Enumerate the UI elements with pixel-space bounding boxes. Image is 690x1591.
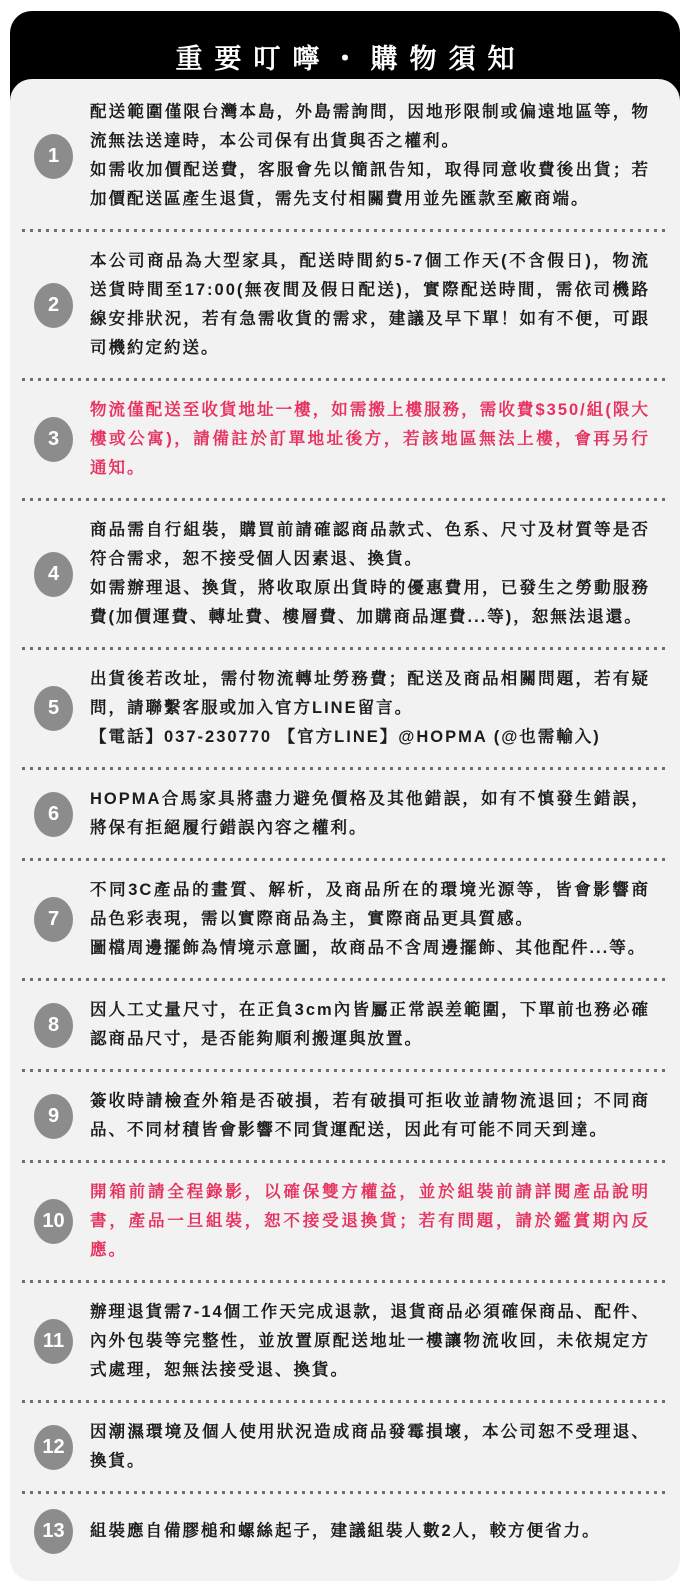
dotted-separator [22, 858, 668, 861]
item-number-badge: 5 [34, 686, 73, 731]
notice-item-5 [10, 652, 680, 765]
item-paragraph: 辦理退貨需7-14個工作天完成退款，退貨商品必須確保商品、配件、內外包裝等完整性，並放置原配送地址一樓讓物流收回，未依規定方式處理，恕無法接受退、換貨。 [90, 1303, 650, 1379]
item-number-badge: 9 [34, 1094, 73, 1139]
item-paragraph: 簽收時請檢查外箱是否破損，若有破損可拒收並請物流退回；不同商品、不同材積皆會影響不同貨運配送，因此有可能不同天到達。 [90, 1092, 650, 1139]
dotted-separator [22, 1400, 668, 1403]
item-paragraph: 如需辦理退、換貨，將收取原出貨時的優惠費用，已發生之勞動服務費(加價運費、轉址費、樓層費、加購商品運費...等)，恕無法退還。 [90, 579, 650, 626]
item-paragraph: 物流僅配送至收貨地址一樓，如需搬上樓服務，需收費$350/組(限大樓或公寓)，請備註於訂單地址後方，若該地區無法上樓，會再另行通知。 [90, 401, 650, 477]
item-paragraph: 本公司商品為大型家具，配送時間約5-7個工作天(不含假日)，物流送貨時間至17:00(無夜間及假日配送)，實際配送時間，需依司機路線安排狀況，若有急需收貨的需求，建議及早下單！如有不便，可跟司機約定約送。 [90, 252, 650, 357]
item-text [90, 785, 650, 843]
item-number-badge: 1 [34, 134, 73, 179]
dotted-separator [22, 647, 668, 650]
item-number-badge: 3 [34, 417, 73, 462]
notice-item-12 [10, 1405, 680, 1489]
item-number-badge: 13 [34, 1509, 73, 1554]
notice-item-13 [10, 1496, 680, 1567]
item-number-badge: 7 [34, 897, 73, 942]
dotted-separator [22, 1280, 668, 1283]
dotted-separator [22, 767, 668, 770]
item-number-badge: 4 [34, 552, 73, 597]
notice-card [10, 79, 680, 1581]
item-text [90, 1418, 650, 1476]
dotted-separator [22, 498, 668, 501]
item-number-badge: 12 [34, 1425, 73, 1470]
notice-item-11 [10, 1285, 680, 1398]
dotted-separator [22, 1491, 668, 1494]
item-text [90, 1298, 650, 1385]
notice-list [10, 85, 680, 1567]
notice-item-2 [10, 234, 680, 376]
item-text [90, 1517, 650, 1546]
notice-item-7 [10, 863, 680, 976]
notice-item-6 [10, 772, 680, 856]
page-title: 重要叮嚀・購物須知 [175, 44, 527, 74]
item-number-badge: 10 [34, 1199, 73, 1244]
item-paragraph: 不同3C產品的畫質、解析，及商品所在的環境光源等，皆會影響商品色彩表現，需以實際商品為主，實際商品更具質感。 [90, 881, 650, 928]
item-text [90, 996, 650, 1054]
dotted-separator [22, 978, 668, 981]
notice-item-9 [10, 1074, 680, 1158]
item-text [90, 1087, 650, 1145]
item-paragraph: 組裝應自備膠槌和螺絲起子，建議組裝人數2人，較方便省力。 [90, 1522, 601, 1540]
item-text [90, 396, 650, 483]
dotted-separator [22, 1069, 668, 1072]
item-paragraph: 圖檔周邊擺飾為情境示意圖，故商品不含周邊擺飾、其他配件...等。 [90, 939, 647, 957]
item-text [90, 876, 650, 963]
notice-item-3 [10, 383, 680, 496]
notice-item-10 [10, 1165, 680, 1278]
item-paragraph: 出貨後若改址，需付物流轉址勞務費；配送及商品相關問題，若有疑問，請聯繫客服或加入官方LINE留言。 [90, 670, 650, 717]
item-paragraph: 商品需自行組裝，購買前請確認商品款式、色系、尺寸及材質等是否符合需求，恕不接受個人因素退、換貨。 [90, 521, 650, 568]
item-paragraph: 配送範圍僅限台灣本島，外島需詢問，因地形限制或偏遠地區等，物流無法送達時，本公司保有出貨與否之權利。 [90, 103, 650, 150]
item-number-badge: 6 [34, 792, 73, 837]
item-number-badge: 11 [34, 1319, 73, 1364]
dotted-separator [22, 378, 668, 381]
item-paragraph: HOPMA合馬家具將盡力避免價格及其他錯誤，如有不慎發生錯誤，將保有拒絕履行錯誤內容之權利。 [90, 790, 650, 837]
notice-item-8 [10, 983, 680, 1067]
item-text [90, 665, 650, 752]
item-text [90, 516, 650, 632]
item-number-badge: 8 [34, 1003, 73, 1048]
dotted-separator [22, 229, 668, 232]
dotted-separator [22, 1160, 668, 1163]
item-paragraph: 【電話】037-230770 【官方LINE】@HOPMA (@也需輸入) [90, 728, 601, 746]
notice-item-1 [10, 85, 680, 227]
item-paragraph: 因人工丈量尺寸，在正負3cm內皆屬正常誤差範圍，下單前也務必確認商品尺寸，是否能夠順利搬運與放置。 [90, 1001, 650, 1048]
item-paragraph: 開箱前請全程錄影，以確保雙方權益，並於組裝前請詳閱產品說明書，產品一旦組裝，恕不接受退換貨；若有問題，請於鑑賞期內反應。 [90, 1183, 650, 1259]
notice-item-4 [10, 503, 680, 645]
item-text [90, 1178, 650, 1265]
item-paragraph: 因潮濕環境及個人使用狀況造成商品發霉損壞，本公司恕不受理退、換貨。 [90, 1423, 650, 1470]
item-text [90, 98, 650, 214]
item-number-badge: 2 [34, 283, 73, 328]
item-text [90, 247, 650, 363]
item-paragraph: 如需收加價配送費，客服會先以簡訊告知，取得同意收費後出貨；若加價配送區產生退貨，需先支付相關費用並先匯款至廠商端。 [90, 161, 650, 208]
